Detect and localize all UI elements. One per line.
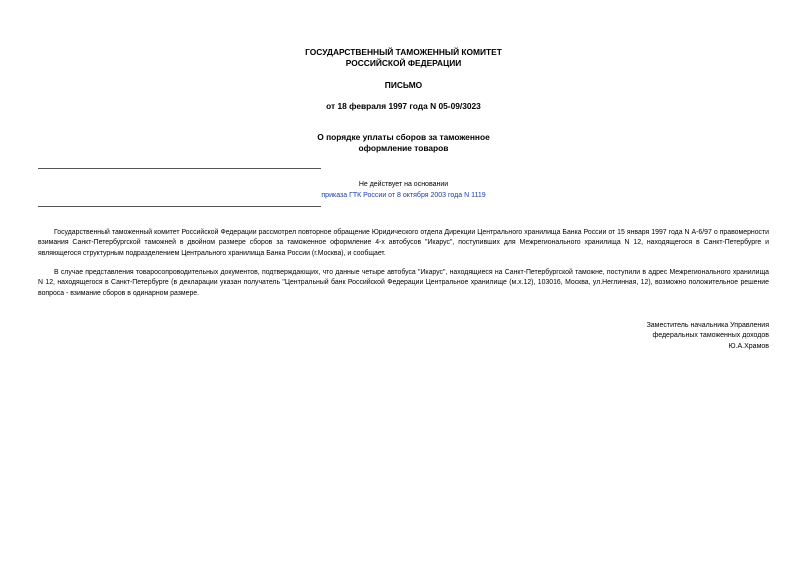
document-date-number: от 18 февраля 1997 года N 05-09/3023 [326,101,481,111]
subject-line1: О порядке уплаты сборов за таможенное [317,132,490,142]
divider-top [38,168,321,169]
org-name-line1: ГОСУДАРСТВЕННЫЙ ТАМОЖЕННЫЙ КОМИТЕТ [305,47,502,57]
body-paragraph-2: В случае представления товаросопроводительных документов, подтверждающих, что данные четыре автобуса "Икарус", находящиеся на Санкт-Петербургской таможне, поступили в адрес Межрегионального хранилища N 12, находящегося в Санкт-Петербурге (в декларации указан получатель "Центральный банк Российской Федерации Центральное хранилище (м.х.12), 103016, Москва, ул.Неглинная, 12), возможно положительное решение вопроса - взимание сборов в одинарном размере. [38,269,769,297]
signature-block [647,321,769,352]
signer-name: Ю.А.Храмов [728,342,769,350]
divider-bottom [38,206,321,207]
status-text: Не действует на основании [358,181,449,188]
status-link[interactable]: приказа ГТК России от 8 октября 2003 года N 1119 [321,191,486,199]
subject-line2: оформление товаров [358,143,449,153]
body-paragraph-1: Государственный таможенный комитет Российской Федерации рассмотрел повторное обращение Юридического отдела Дирекции Центрального хранилища Банка России от 15 января 1997 года N А-6/97 о правомерности взимания Санкт-Петербургской таможней в двойном размере сборов за таможенное оформление 4-х автобусов "Икарус", поступивших для Межрегионального хранилища N 12, находящегося в Санкт-Петербурге и являющегося структурным подразделением Центрального хранилища Банка России (г.Москва), и сообщает. [38,229,769,257]
document-status [0,180,807,201]
document-subject [0,132,807,154]
org-name-line2: РОССИЙСКОЙ ФЕДЕРАЦИИ [345,58,462,68]
document-type: ПИСЬМО [384,80,423,90]
signer-title-line2: федеральных таможенных доходов [652,332,769,340]
signer-title-line1: Заместитель начальника Управления [646,322,769,329]
issuing-organization [0,47,807,69]
